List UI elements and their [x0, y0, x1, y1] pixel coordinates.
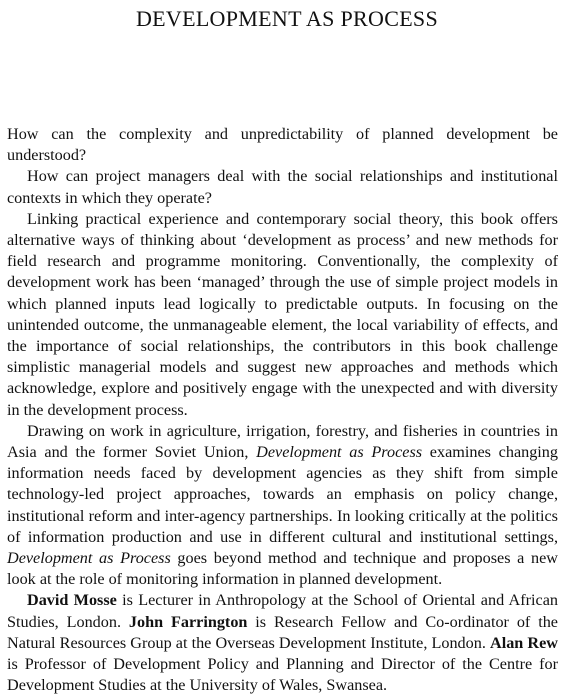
question-paragraph-1: How can the complexity and unpredictability of planned development be understood?: [7, 125, 558, 165]
scope-text-c: examines changing information needs faced by development agencies as they shift from simple technology-led project approaches, towards an emphasis on policy change, institutional reform and inter-agency partnerships. In looking critically at the politics of information production and use in different cultural and institutional settings,: [7, 443, 558, 546]
editor-name-mosse: David Mosse: [27, 591, 117, 610]
question-paragraph-2: How can project managers deal with the social relationships and institutional contexts in which they operate?: [7, 167, 558, 207]
book-title-italic-2: Development as Process: [7, 549, 171, 568]
description-paragraph: Linking practical experience and contemporary social theory, this book offers alternative ways of thinking about ‘development as process’ and new methods for field research and programme monitoring. Conventionally, the complexity of development work has been ‘managed’ through the use of simple project models in which planned inputs lead logically to predictable outputs. In focusing on the unintended outcome, the unmanageable element, the local variability of effects, and the importance of social relationships, the contributors in this book challenge simplistic managerial models and suggest new approaches and methods which acknowledge, explore and positively engage with the unexpected and with diversity in the development process.: [7, 209, 558, 419]
scope-text-e: goes beyond method and technique and proposes a new look at the role of monitoring information in planned development.: [7, 549, 558, 589]
page-title: DEVELOPMENT AS PROCESS: [135, 6, 439, 31]
editor-name-farrington: John Farrington: [128, 612, 248, 631]
scope-paragraph: [7, 421, 558, 591]
blurb-body: [7, 124, 558, 696]
editor-bio-farrington: is Research Fellow and Co-ordinator of the Natural Resources Group at the Overseas Development Institute, London.: [7, 612, 558, 652]
scope-text-a: Drawing on work in agriculture, irrigation, forestry, and fisheries in countries in Asia and the former Soviet Union,: [7, 421, 558, 462]
editors-bio-paragraph: [7, 590, 558, 696]
editor-bio-mosse: is Lecturer in Anthropology at the School of Oriental and African Studies, London.: [7, 591, 558, 631]
book-title-italic-1: Development as Process: [256, 443, 423, 462]
editor-bio-rew: is Professor of Development Policy and Planning and Director of the Centre for Development Studies at the University of Wales, Swansea.: [7, 655, 558, 695]
editor-name-rew: Alan Rew: [490, 633, 558, 652]
